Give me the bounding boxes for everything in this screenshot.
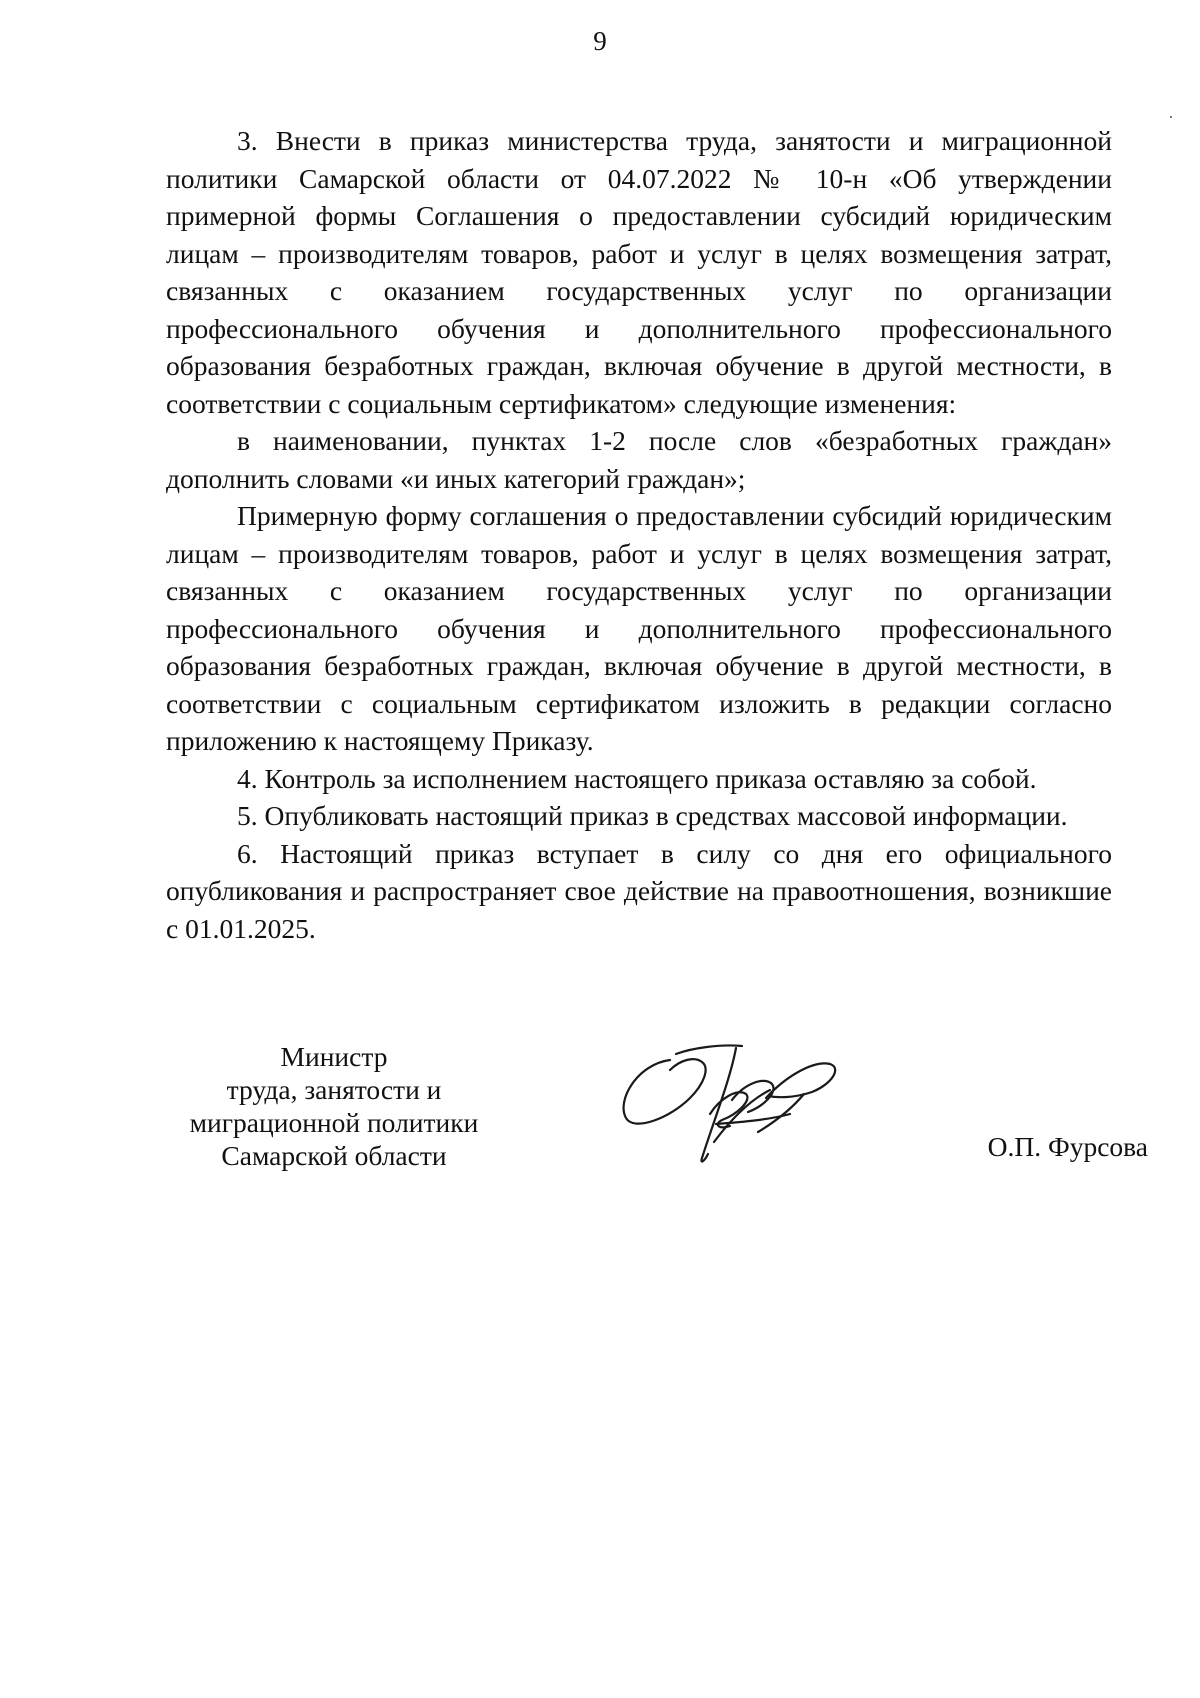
- signatory-title-line: Самарской области: [221, 1140, 447, 1171]
- paragraph-item-3: 3. Внести в приказ министерства труда, занятости и миграционной политики Самарской области от 04.07.2022 № 10-н «Об утверждении примерной формы Соглашения о предоставлении субсидий юридическим лицам – производителям товаров, работ и услуг в целях возмещения затрат, связанных с оказанием государственных услуг по организации профессионального обучения и дополнительного профессионального образования безработных граждан, включая обучение в другой местности, в соответствии с социальным сертификатом» следующие изменения:: [166, 125, 1112, 419]
- paragraph-item-6: 6. Настоящий приказ вступает в силу со дня его официального опубликования и распространяет свое действие на правоотношения, возникшие с 01.01.2025.: [166, 837, 1112, 944]
- scan-artifact: [1170, 116, 1172, 118]
- page-number: 9: [593, 26, 607, 56]
- signatory-title-line: Министр: [280, 1041, 388, 1072]
- handwritten-signature: [618, 1040, 858, 1170]
- paragraph-name-amendment: в наименовании, пунктах 1-2 после слов «безработных граждан» дополнить словами «и иных категорий граждан»;: [166, 425, 1112, 494]
- paragraph-item-5: 5. Опубликовать настоящий приказ в средствах массовой информации.: [237, 800, 1068, 831]
- signatory-title-line: миграционной политики: [189, 1107, 479, 1138]
- paragraph-item-4: 4. Контроль за исполнением настоящего приказа оставляю за собой.: [237, 762, 1037, 794]
- signatory-title: [170, 1040, 498, 1172]
- paragraph-form-amendment: Примерную форму соглашения о предоставлении субсидий юридическим лицам – производителям товаров, работ и услуг в целях возмещения затрат, связанных с оказанием государственных услуг по организации профессионального обучения и дополнительного профессионального образования безработных граждан, включая обучение в другой местности, в соответствии с социальным сертификатом изложить в редакции согласно приложению к настоящему Приказу.: [166, 500, 1112, 756]
- signer-name: О.П. Фурсова: [987, 1131, 1148, 1162]
- order-body: [166, 122, 1112, 947]
- signatory-title-line: труда, занятости и: [226, 1074, 442, 1105]
